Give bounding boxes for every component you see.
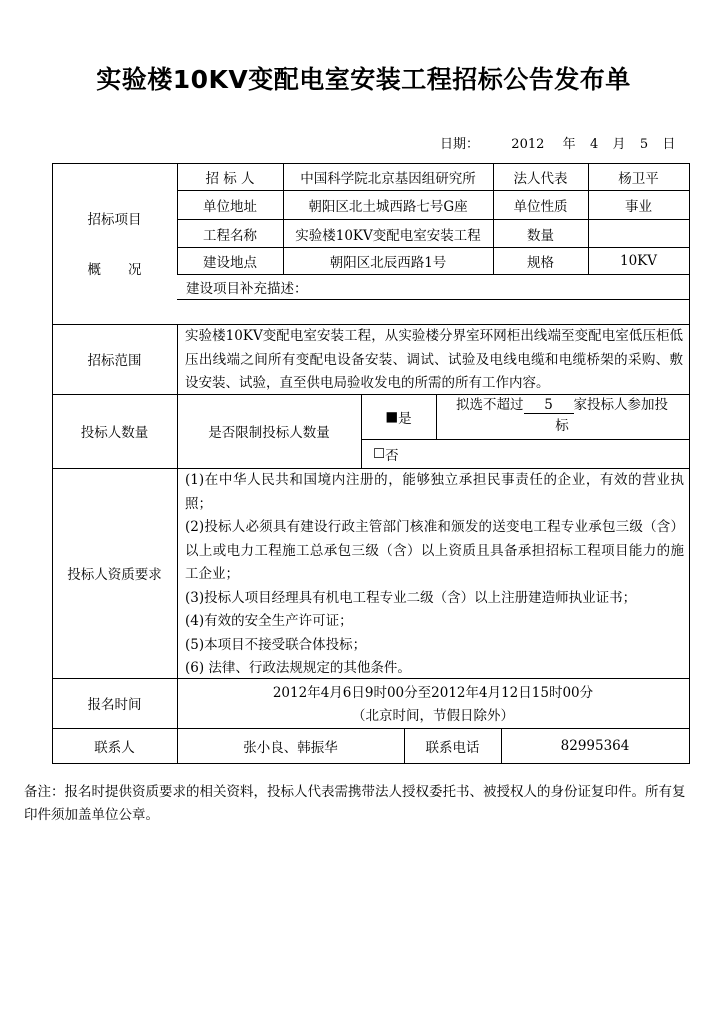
limit-value: 5 (524, 397, 574, 414)
qualification-item: (5)本项目不接受联合体投标； (185, 636, 367, 653)
date-year-unit: 年 (562, 137, 576, 152)
unit-nature-value: 事业 (625, 199, 652, 215)
phone-value: 82995364 (560, 737, 630, 754)
date-month-unit: 月 (612, 137, 626, 152)
yes-checkbox[interactable]: ■ (385, 408, 399, 425)
site-value: 朝阳区北辰西路1号 (329, 255, 447, 271)
qualification-list (185, 469, 684, 681)
no-checkbox[interactable]: ☐ (373, 446, 386, 462)
qualification-item: (2)投标人必须具有建设行政主管部门核准和颁发的送变电工程专业承包三级（含）以上或电力工程施工总承包三级（含）以上资质且具备承担招标工程项目能力的施工企业； (185, 519, 684, 582)
bidders-no-option[interactable] (373, 441, 399, 467)
bidders-label: 投标人数量 (80, 425, 149, 441)
qualification-item: (1)在中华人民共和国境内注册的，能够独立承担民事责任的企业，有效的营业执照； (185, 472, 684, 512)
site-label: 建设地点 (203, 255, 257, 271)
overview-label-line2: 概 况 (87, 262, 142, 278)
date-year: 2012 (511, 137, 545, 152)
yes-label: 是 (398, 410, 412, 427)
address-value: 朝阳区北土城西路七号G座 (308, 199, 468, 215)
legal-rep-label: 法人代表 (513, 170, 568, 187)
overview-label-line1: 招标项目 (87, 212, 142, 228)
qualification-item: (3)投标人项目经理具有机电工程专业二级（含）以上注册建造师执业证书； (185, 589, 637, 606)
footnote: 备注：报名时提供资质要求的相关资料，投标人代表需携带法人授权委托书、被授权人的身份证复印件。所有复印件须加盖单位公章。 (24, 784, 686, 823)
registration-note: （北京时间，节假日除外） (352, 708, 514, 724)
qualification-item: (6) 法律、行政法规规定的其他条件。 (185, 660, 411, 676)
scope-text: 实验楼10KV变配电室安装工程，从实验楼分界室环网柜出线端至变配电室低压柜低压出线端之间所有变配电设备安装、调试、试验及电线电缆和电缆桥架的采购、敷设安装、试验，直至供电局验收发电的所需的所有工作内容。 (185, 328, 683, 391)
tenderer-label: 招 标 人 (205, 170, 255, 187)
qualification-label: 投标人资质要求 (67, 567, 162, 583)
contact-names: 张小良、韩振华 (243, 739, 338, 756)
bidders-limit (438, 395, 686, 437)
no-label: 否 (385, 448, 399, 464)
date-day-unit: 日 (662, 137, 676, 152)
date-label: 日期： (440, 137, 480, 152)
legal-rep-value: 杨卫平 (618, 170, 659, 187)
phone-label: 联系电话 (425, 739, 480, 756)
limit-prefix: 拟选不超过 (456, 397, 524, 413)
date-month: 4 (589, 137, 599, 152)
quantity-value (588, 220, 689, 247)
page-title: 实验楼10KV变配电室安装工程招标公告发布单 (96, 65, 631, 94)
date-line (440, 133, 675, 152)
address-label: 单位地址 (203, 199, 257, 215)
limit-suffix-1: 家投标人参加投 (573, 397, 668, 413)
spec-label: 规格 (527, 255, 554, 271)
project-name-label: 工程名称 (203, 227, 257, 244)
tenderer-value: 中国科学院北京基因组研究所 (300, 170, 476, 187)
registration-label: 报名时间 (87, 697, 142, 713)
bidders-yes-option[interactable] (361, 394, 436, 439)
quantity-label: 数量 (527, 227, 554, 244)
contact-label: 联系人 (94, 739, 135, 756)
qualification-item: (4)有效的安全生产许可证； (185, 613, 353, 629)
date-day: 5 (639, 137, 649, 152)
announcement-table (52, 163, 690, 764)
scope-label: 招标范围 (87, 353, 142, 369)
limit-suffix-2: 标 (555, 418, 569, 434)
supplement-label: 建设项目补充描述： (186, 281, 308, 297)
unit-nature-label: 单位性质 (513, 199, 568, 215)
spec-value: 10KV (619, 253, 657, 269)
project-name-value: 实验楼10KV变配电室安装工程 (295, 227, 481, 244)
registration-period: 2012年4月6日9时00分至2012年4月12日15时00分 (272, 685, 594, 701)
bidders-question: 是否限制投标人数量 (208, 425, 330, 441)
